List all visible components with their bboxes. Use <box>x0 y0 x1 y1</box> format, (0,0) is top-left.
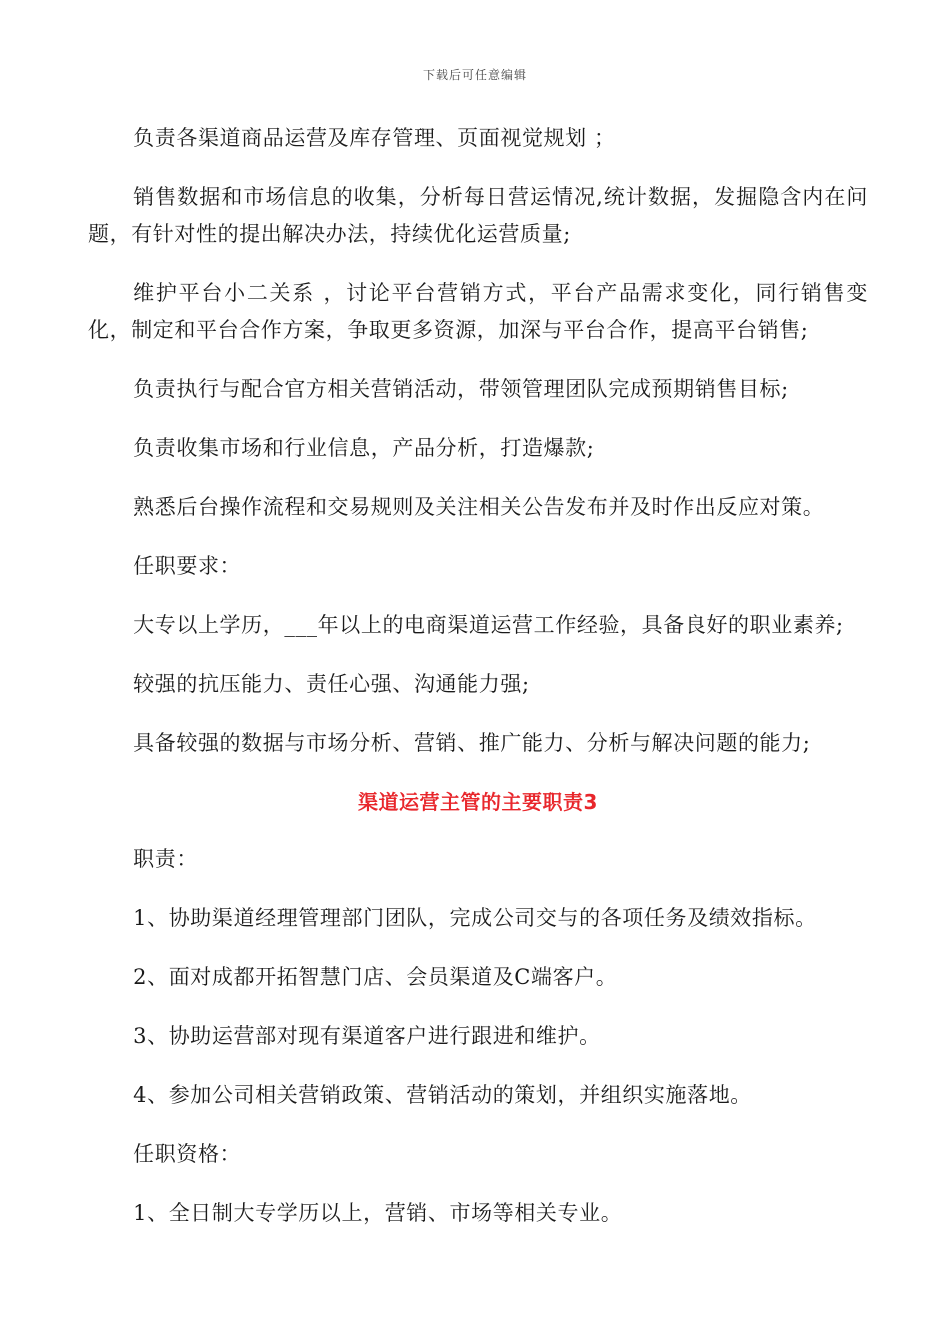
paragraph: 熟悉后台操作流程和交易规则及关注相关公告发布并及时作出反应对策。 <box>133 495 825 519</box>
paragraph: 负责收集市场和行业信息，产品分析，打造爆款; <box>133 436 595 460</box>
section-title: 渠道运营主管的主要职责3 <box>358 790 598 814</box>
subheading-requirements: 任职要求： <box>133 554 242 578</box>
paragraph: 销售数据和市场信息的收集，分析每日营运情况,统计数据，发掘隐含内在问题，有针对性的提出解决办法，持续优化运营质量; <box>88 185 868 246</box>
paragraph: 较强的抗压能力、责任心强、沟通能力强; <box>133 672 530 696</box>
list-item: 1、协助渠道经理管理部门团队，完成公司交与的各项任务及绩效指标。 <box>133 906 817 930</box>
paragraph: 具备较强的数据与市场分析、营销、推广能力、分析与解决问题的能力; <box>133 731 811 755</box>
paragraph: 大专以上学历，___年以上的电商渠道运营工作经验，具备良好的职业素养; <box>133 613 844 637</box>
list-item: 4、参加公司相关营销政策、营销活动的策划，并组织实施落地。 <box>133 1083 752 1107</box>
subheading-qualifications: 任职资格： <box>133 1142 242 1166</box>
paragraph: 负责执行与配合官方相关营销活动，带领管理团队完成预期销售目标; <box>133 377 789 401</box>
list-item: 2、面对成都开拓智慧门店、会员渠道及C端客户。 <box>133 965 618 989</box>
page-header-note: 下载后可任意编辑 <box>422 68 527 82</box>
paragraph: 负责各渠道商品运营及库存管理、页面视觉规划 ； <box>133 126 616 150</box>
subheading-duties: 职责： <box>133 847 198 871</box>
list-item: 3、协助运营部对现有渠道客户进行跟进和维护。 <box>133 1024 601 1048</box>
document-body <box>88 120 868 1254</box>
paragraph: 维护平台小二关系 ，讨论平台营销方式，平台产品需求变化，同行销售变化，制定和平台合作方案，争取更多资源，加深与平台合作，提高平台销售; <box>88 281 868 342</box>
list-item: 1、全日制大专学历以上，营销、市场等相关专业。 <box>133 1201 623 1225</box>
